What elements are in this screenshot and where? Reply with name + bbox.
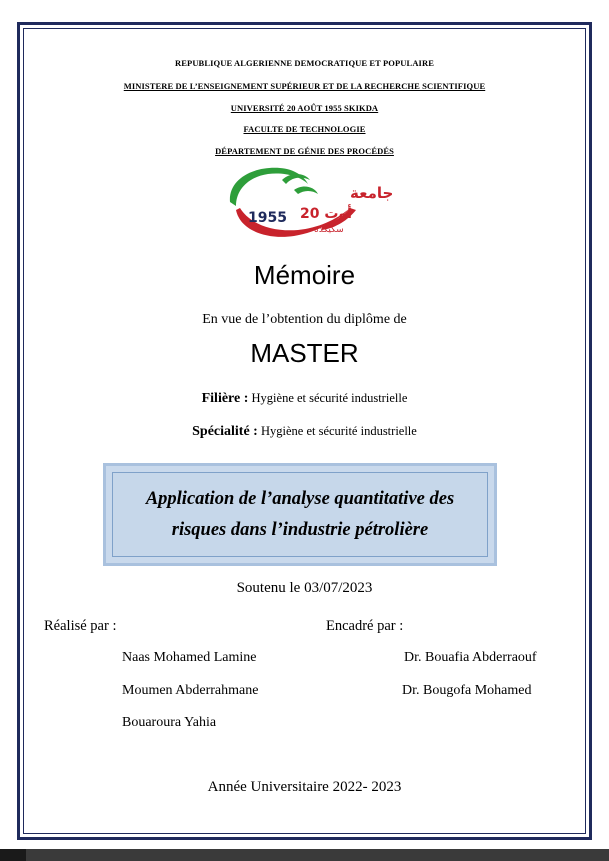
author-name: Moumen Abderrahmane	[122, 683, 259, 698]
specialite-line	[0, 424, 609, 440]
author-name: Bouaroura Yahia	[122, 715, 217, 730]
header-department: DÉPARTEMENT DE GÉNIE DES PROCÉDÉS	[215, 146, 394, 156]
thesis-title-line2: risques dans l’industrie pétrolière	[171, 519, 429, 540]
supervisor-name: Dr. Bouafia Abderraouf	[404, 650, 537, 665]
degree-name: MASTER	[250, 338, 359, 368]
degree-purpose: En vue de l’obtention du diplôme de	[202, 312, 407, 327]
filiere-line	[0, 391, 609, 407]
thesis-title-box	[103, 463, 497, 566]
specialite-value: Hygiène et sécurité industrielle	[257, 424, 417, 438]
academic-year: Année Universitaire 2022- 2023	[207, 779, 402, 795]
logo-arabic-university: جامعة	[350, 184, 394, 202]
thesis-title	[132, 484, 468, 546]
authors-label: Réalisé par :	[44, 618, 117, 634]
filiere-value: Hygiène et sécurité industrielle	[248, 391, 408, 405]
thesis-title-inner	[112, 472, 488, 557]
defense-date: Soutenu le 03/07/2023	[236, 580, 373, 596]
logo-arabic-date: 20 أوت	[300, 206, 352, 222]
header-faculty: FACULTE DE TECHNOLOGIE	[243, 124, 366, 134]
header-republic: REPUBLIQUE ALGERIENNE DEMOCRATIQUE ET POPULAIRE	[175, 58, 434, 68]
thesis-title-line1: Application de l’analyse quantitative des	[145, 488, 455, 509]
supervisors-label: Encadré par :	[326, 618, 404, 634]
university-logo	[222, 162, 394, 242]
viewer-bottom-bar	[0, 849, 609, 861]
supervisor-name: Dr. Bougofa Mohamed	[402, 683, 532, 698]
filiere-label: Filière :	[201, 391, 249, 406]
logo-year: 1955	[248, 210, 287, 226]
viewer-bottom-bar-left	[0, 849, 26, 861]
document-type: Mémoire	[253, 260, 356, 290]
header-ministry: MINISTERE DE L’ENSEIGNEMENT SUPÉRIEUR ET DE LA RECHERCHE SCIENTIFIQUE	[123, 81, 486, 91]
logo-arabic-city: سكيكدة	[314, 225, 344, 235]
specialite-label: Spécialité :	[192, 424, 258, 439]
author-name: Naas Mohamed Lamine	[122, 650, 257, 665]
header-university: UNIVERSITÉ 20 AOÛT 1955 SKIKDA	[230, 103, 379, 113]
